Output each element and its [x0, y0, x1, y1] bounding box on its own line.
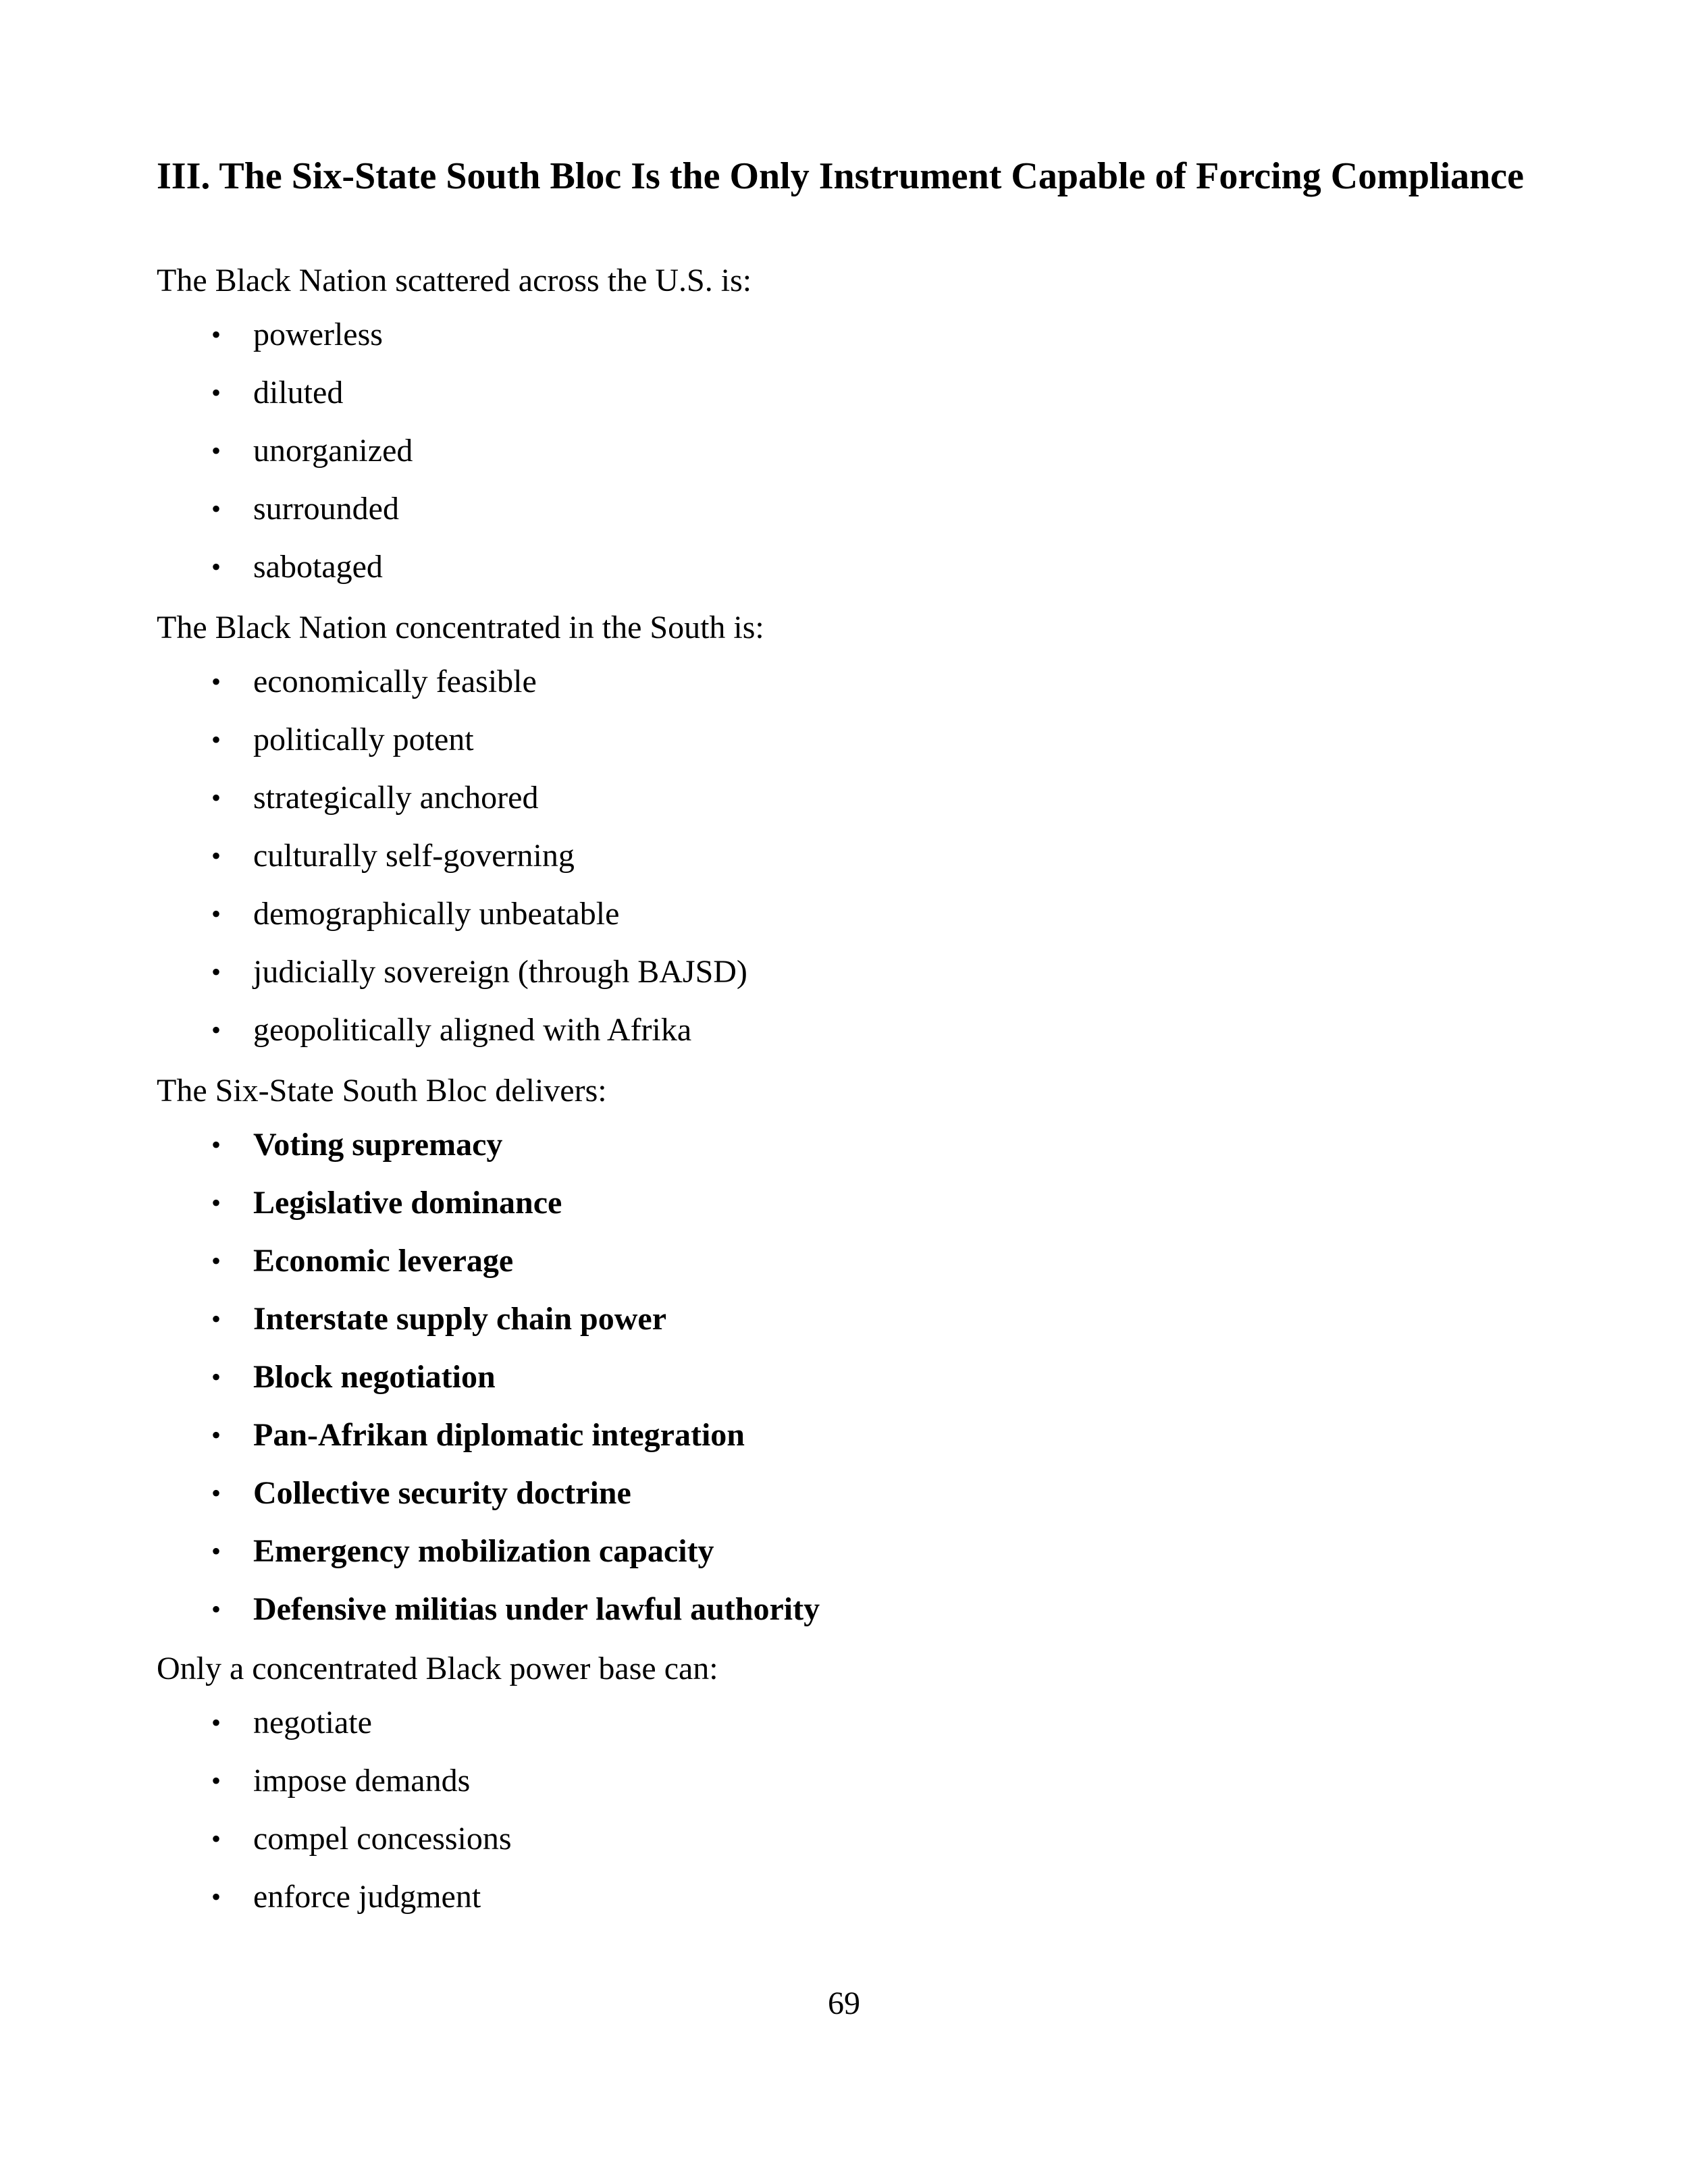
bullet-icon: •	[211, 724, 221, 755]
list-item-text: compel concessions	[253, 1821, 512, 1857]
list-item-text: Defensive militias under lawful authority	[253, 1591, 820, 1627]
bullet-icon: •	[211, 1478, 221, 1508]
list-item-text: demographically unbeatable	[253, 896, 620, 932]
bullet-icon: •	[211, 552, 221, 582]
list-item-text: Voting supremacy	[253, 1127, 503, 1163]
list-item-text: surrounded	[253, 491, 399, 527]
bullet-icon: •	[211, 666, 221, 697]
list-item-text: culturally self-governing	[253, 838, 575, 874]
bullet-icon: •	[211, 494, 221, 524]
list-item-text: sabotaged	[253, 549, 383, 585]
section-intro-scattered: The Black Nation scattered across the U.S. is:	[157, 263, 752, 298]
bullet-icon: •	[211, 1594, 221, 1624]
bullet-icon: •	[211, 1536, 221, 1566]
list-item-text: negotiate	[253, 1705, 372, 1740]
list-item-text: powerless	[253, 317, 383, 352]
list-item-text: enforce judgment	[253, 1879, 481, 1915]
page-number: 69	[828, 1986, 860, 2021]
bullet-icon: •	[211, 1765, 221, 1796]
list-item-text: strategically anchored	[253, 780, 539, 816]
list-item-text: Pan-Afrikan diplomatic integration	[253, 1417, 745, 1453]
bullet-icon: •	[211, 1420, 221, 1450]
bullet-icon: •	[211, 377, 221, 408]
bullet-icon: •	[211, 1246, 221, 1276]
bullet-icon: •	[211, 1129, 221, 1160]
list-item-text: diluted	[253, 375, 344, 410]
list-item-text: unorganized	[253, 433, 413, 469]
bullet-icon: •	[211, 1304, 221, 1334]
list-item-text: Economic leverage	[253, 1243, 514, 1279]
list-item-text: Interstate supply chain power	[253, 1301, 667, 1337]
bullet-icon: •	[211, 1015, 221, 1045]
list-item-text: politically potent	[253, 722, 474, 757]
section-intro-bloc: The Six-State South Bloc delivers:	[157, 1073, 607, 1109]
list-item-text: Emergency mobilization capacity	[253, 1533, 714, 1569]
bullet-icon: •	[211, 782, 221, 813]
list-item-text: economically feasible	[253, 664, 537, 699]
section-heading: III. The Six-State South Bloc Is the Only Instrument Capable of Forcing Compliance	[157, 155, 1524, 197]
section-intro-concentrated: The Black Nation concentrated in the South is:	[157, 610, 764, 645]
list-item-text: Block negotiation	[253, 1359, 496, 1395]
list-item-text: geopolitically aligned with Afrika	[253, 1012, 692, 1048]
bullet-icon: •	[211, 435, 221, 466]
bullet-icon: •	[211, 1362, 221, 1392]
list-item-text: impose demands	[253, 1763, 471, 1799]
bullet-icon: •	[211, 841, 221, 871]
list-item-text: judicially sovereign (through BAJSD)	[253, 954, 747, 990]
bullet-icon: •	[211, 1707, 221, 1738]
section-intro-power-base: Only a concentrated Black power base can:	[157, 1651, 718, 1686]
list-item-text: Collective security doctrine	[253, 1475, 631, 1511]
bullet-icon: •	[211, 319, 221, 350]
bullet-icon: •	[211, 1188, 221, 1218]
bullet-icon: •	[211, 1823, 221, 1854]
bullet-icon: •	[211, 1882, 221, 1912]
bullet-icon: •	[211, 957, 221, 987]
bullet-icon: •	[211, 899, 221, 929]
list-item-text: Legislative dominance	[253, 1185, 562, 1221]
